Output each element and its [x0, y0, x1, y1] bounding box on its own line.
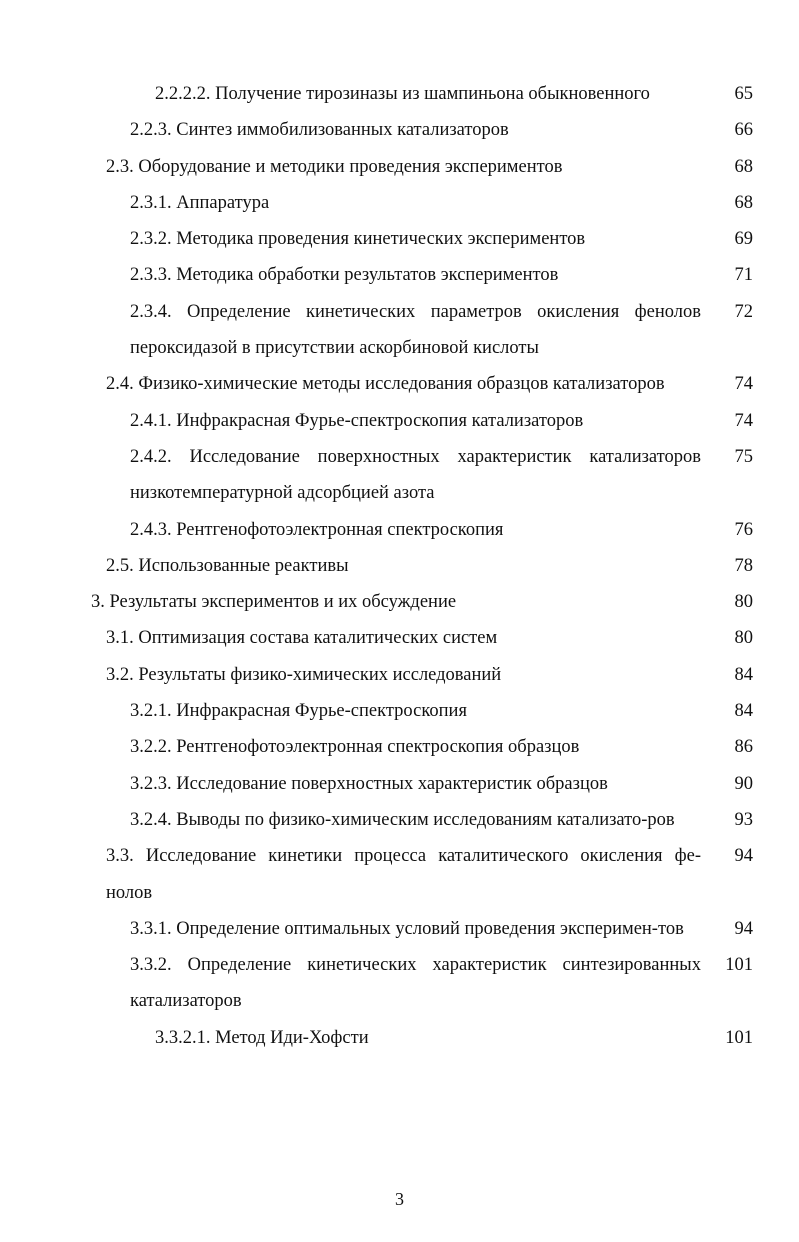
toc-entry-title: 3.3.2.1. Метод Иди-Хофсти: [155, 1027, 369, 1048]
toc-entry-page: 80: [734, 592, 753, 613]
toc-entry-title: 3.3.1. Определение оптимальных условий проведения эксперимен-тов: [130, 918, 684, 939]
toc-entry-page: 101: [725, 1027, 753, 1048]
toc-entry-page: 84: [734, 701, 753, 722]
toc-entry-page: 68: [734, 156, 753, 177]
toc-entry: [0, 584, 799, 620]
toc-entry-page: 86: [734, 737, 753, 758]
toc-entry-page: 69: [734, 229, 753, 250]
toc-entry-page: 72: [734, 301, 753, 322]
toc-entry-title: 2.3.3. Методика обработки результатов экспериментов: [130, 265, 559, 286]
toc-entry: [0, 366, 799, 402]
toc-entry: [0, 403, 799, 439]
toc-entry-page: 71: [734, 265, 753, 286]
toc-entry-title: 3.2. Результаты физико-химических исследований: [106, 664, 502, 685]
toc-entry-title: 3.2.3. Исследование поверхностных характеристик образцов: [130, 773, 608, 794]
toc-entry: [0, 76, 799, 112]
toc-entry-page: 90: [734, 773, 753, 794]
toc-entry-title: 2.2.2.2. Получение тирозиназы из шампиньона обыкновенного: [155, 84, 650, 104]
toc-entry-title: 3.2.1. Инфракрасная Фурье-спектроскопия: [130, 701, 467, 722]
toc-entry-title: 2.3. Оборудование и методики проведения экспериментов: [106, 156, 563, 177]
toc-entry-page: 76: [734, 519, 753, 540]
toc-entry-page: 74: [734, 410, 753, 431]
table-of-contents: [0, 76, 799, 1056]
toc-entry-title: 2.3.1. Аппаратура: [130, 192, 270, 213]
toc-entry: [0, 620, 799, 656]
toc-entry-title: 3.3. Исследование кинетики процесса каталитического окисления фе-нолов: [106, 846, 701, 903]
toc-entry-page: 65: [734, 84, 753, 104]
toc-entry: [0, 149, 799, 185]
toc-entry: [0, 911, 799, 947]
toc-entry-title: 2.2.3. Синтез иммобилизованных катализаторов: [130, 120, 509, 141]
toc-entry-page: 78: [734, 555, 753, 576]
toc-entry-title: 2.4.2. Исследование поверхностных характеристик катализаторов низкотемпературной адсорбцией азота: [130, 446, 701, 504]
toc-entry-page: 75: [734, 446, 753, 467]
toc-entry: [0, 294, 799, 367]
toc-entry: [0, 657, 799, 693]
toc-entry-title: 2.3.2. Методика проведения кинетических экспериментов: [130, 229, 586, 250]
toc-entry-page: 94: [734, 846, 753, 867]
toc-entry-page: 94: [734, 918, 753, 939]
toc-entry: [0, 257, 799, 293]
toc-entry-title: 3.2.4. Выводы по физико-химическим исследованиям катализато-ров: [130, 809, 675, 830]
toc-entry: [0, 185, 799, 221]
toc-entry-title: 2.4.3. Рентгенофотоэлектронная спектроскопия: [130, 519, 504, 540]
toc-entry-title: 3.1. Оптимизация состава каталитических систем: [106, 628, 498, 649]
toc-entry-title: 3. Результаты экспериментов и их обсуждение: [91, 592, 457, 613]
toc-entry: [0, 802, 799, 838]
toc-entry-title: 3.3.2. Определение кинетических характеристик синтезированных катализаторов: [130, 955, 701, 1012]
toc-entry-page: 101: [725, 955, 753, 976]
toc-entry-title: 3.2.2. Рентгенофотоэлектронная спектроскопия образцов: [130, 737, 580, 758]
toc-entry-page: 68: [734, 192, 753, 213]
toc-entry: [0, 112, 799, 148]
toc-entry-title: 2.5. Использованные реактивы: [106, 555, 349, 576]
toc-entry-page: 66: [734, 120, 753, 141]
toc-entry: [0, 439, 799, 512]
toc-entry-title: 2.3.4. Определение кинетических параметров окисления фенолов пероксидазой в присутствии аскорбиновой кислоты: [130, 301, 701, 359]
toc-entry-title: 2.4.1. Инфракрасная Фурье-спектроскопия катализаторов: [130, 410, 584, 431]
toc-entry: [0, 729, 799, 765]
toc-entry: [0, 838, 799, 911]
toc-entry-page: 80: [734, 628, 753, 649]
toc-entry: [0, 766, 799, 802]
toc-entry: [0, 947, 799, 1020]
toc-entry-title: 2.4. Физико-химические методы исследования образцов катализаторов: [106, 374, 665, 395]
toc-entry-page: 84: [734, 664, 753, 685]
toc-entry: [0, 548, 799, 584]
toc-entry-page: 93: [734, 809, 753, 830]
toc-entry: [0, 693, 799, 729]
toc-entry: [0, 221, 799, 257]
toc-entry: [0, 1020, 799, 1056]
toc-entry-page: 74: [734, 374, 753, 395]
page-number: 3: [395, 1189, 404, 1209]
toc-entry: [0, 512, 799, 548]
